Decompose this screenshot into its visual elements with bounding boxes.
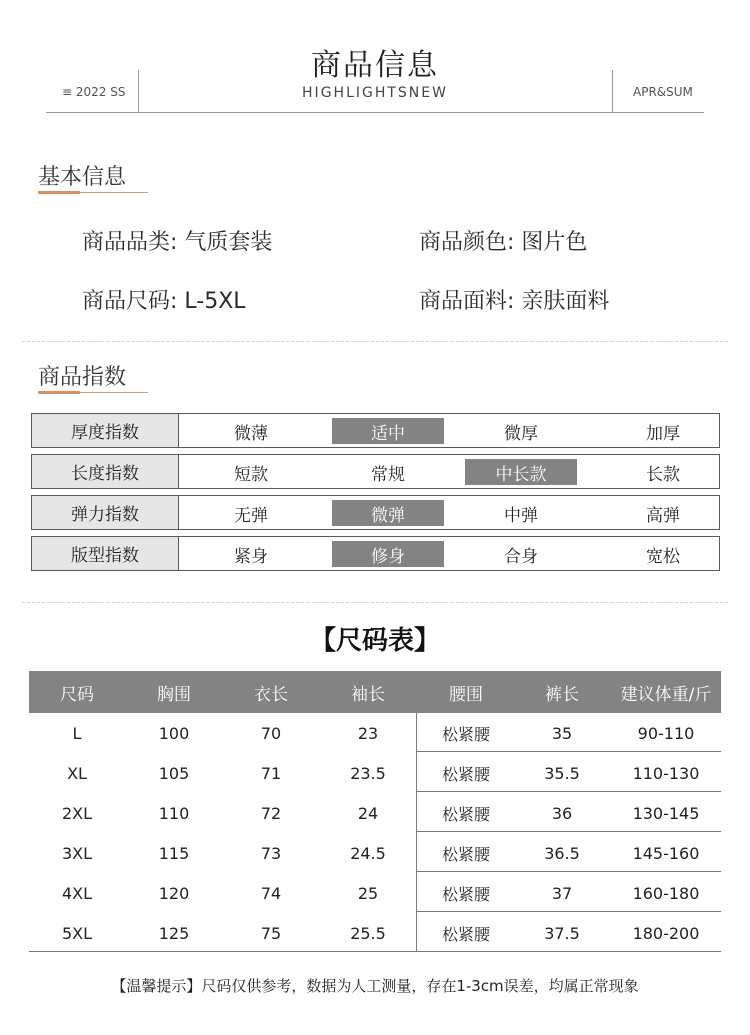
table-cell: 160-180 xyxy=(632,883,700,903)
table-cell: 松紧腰 xyxy=(441,844,490,864)
table-cell: XL xyxy=(67,763,87,783)
category-value: 气质套装 xyxy=(184,230,273,255)
index-row-label: 长度指数 xyxy=(32,455,179,488)
table-cell: 37.5 xyxy=(544,923,580,943)
page-title: 商品信息 xyxy=(311,48,439,83)
table-cell: 4XL xyxy=(61,883,93,903)
table-cell: 100 xyxy=(158,723,190,743)
index-row-label: 厚度指数 xyxy=(32,414,179,447)
index-row xyxy=(31,536,720,571)
table-cell: L xyxy=(72,723,82,743)
index-option: 中弹 xyxy=(504,505,538,526)
table-row xyxy=(29,873,721,913)
index-accent xyxy=(38,391,80,394)
index-option: 高弹 xyxy=(646,505,680,526)
table-cell: 松紧腰 xyxy=(441,764,490,784)
index-row xyxy=(31,454,720,489)
table-cell: 松紧腰 xyxy=(441,924,490,944)
table-row-line xyxy=(417,871,721,872)
table-cell: 2XL xyxy=(61,803,93,823)
table-header-cell: 袖长 xyxy=(351,684,385,705)
index-option: 常规 xyxy=(371,464,405,485)
fabric-label: 商品面料: xyxy=(419,289,515,314)
index-option-selected: 微弹 xyxy=(332,500,444,526)
table-cell: 74 xyxy=(260,883,282,903)
table-header-cell: 建议体重/斤 xyxy=(620,684,712,705)
table-header-cell: 胸围 xyxy=(157,684,191,705)
table-cell: 145-160 xyxy=(632,843,700,863)
table-cell: 125 xyxy=(158,923,190,943)
basic-info-size xyxy=(82,284,246,315)
table-cell: 36 xyxy=(551,803,573,823)
table-header-cell: 腰围 xyxy=(449,684,483,705)
index-option: 宽松 xyxy=(646,546,680,567)
basic-info-title: 基本信息 xyxy=(38,165,127,190)
table-column-divider xyxy=(416,713,417,951)
index-option-selected: 中长款 xyxy=(465,459,577,485)
size-table-header xyxy=(29,671,721,713)
color-value: 图片色 xyxy=(521,230,588,255)
table-cell: 24 xyxy=(357,803,379,823)
header-rule xyxy=(46,112,704,113)
table-cell: 松紧腰 xyxy=(441,884,490,904)
table-cell: 72 xyxy=(260,803,282,823)
basic-info-accent xyxy=(38,191,80,194)
table-cell: 70 xyxy=(260,723,282,743)
fabric-value: 亲肤面料 xyxy=(521,289,610,314)
table-cell: 23.5 xyxy=(350,763,386,783)
category-label: 商品品类: xyxy=(82,230,178,255)
table-cell: 松紧腰 xyxy=(441,804,490,824)
table-header-cell: 衣长 xyxy=(254,684,288,705)
table-cell: 115 xyxy=(158,843,190,863)
table-cell: 25.5 xyxy=(350,923,386,943)
table-cell: 37 xyxy=(551,883,573,903)
table-cell: 25 xyxy=(357,883,379,903)
index-option-selected: 修身 xyxy=(332,541,444,567)
table-row-line xyxy=(417,911,721,912)
table-row xyxy=(29,913,721,953)
index-option: 合身 xyxy=(504,546,538,567)
table-row-line xyxy=(29,951,721,952)
size-table-title: 【尺码表】 xyxy=(309,626,440,656)
table-row-line xyxy=(417,791,721,792)
page-subtitle: HIGHLIGHTSNEW xyxy=(302,85,448,101)
table-cell: 110-130 xyxy=(632,763,700,783)
table-cell: 松紧腰 xyxy=(441,724,490,744)
table-cell: 110 xyxy=(158,803,190,823)
table-cell: 180-200 xyxy=(632,923,700,943)
table-row xyxy=(29,833,721,873)
table-cell: 75 xyxy=(260,923,282,943)
index-option: 加厚 xyxy=(646,423,680,444)
season-tag: ≡ 2022 SS xyxy=(62,85,126,99)
table-row xyxy=(29,753,721,793)
index-option: 微厚 xyxy=(504,423,538,444)
table-row-line xyxy=(417,751,721,752)
table-row-line xyxy=(417,831,721,832)
index-option: 短款 xyxy=(234,464,268,485)
table-cell: 130-145 xyxy=(632,803,700,823)
table-row xyxy=(29,713,721,753)
table-cell: 35.5 xyxy=(544,763,580,783)
basic-info-fabric xyxy=(419,284,609,315)
color-label: 商品颜色: xyxy=(419,230,515,255)
table-header-cell: 裤长 xyxy=(545,684,579,705)
table-header-cell: 尺码 xyxy=(60,684,94,705)
index-option-selected: 适中 xyxy=(332,418,444,444)
index-title: 商品指数 xyxy=(38,365,127,390)
table-cell: 3XL xyxy=(61,843,93,863)
table-cell: 71 xyxy=(260,763,282,783)
table-row xyxy=(29,793,721,833)
section-divider xyxy=(22,602,728,603)
table-cell: 35 xyxy=(551,723,573,743)
index-option: 微薄 xyxy=(234,423,268,444)
size-label: 商品尺码: xyxy=(82,289,178,314)
index-row xyxy=(31,495,720,530)
table-cell: 105 xyxy=(158,763,190,783)
size-note: 【温馨提示】尺码仅供参考，数据为人工测量，存在1-3cm误差，均属正常现象 xyxy=(111,977,639,995)
table-cell: 36.5 xyxy=(544,843,580,863)
table-cell: 120 xyxy=(158,883,190,903)
header-divider-left xyxy=(138,70,139,112)
size-value: L-5XL xyxy=(184,289,246,314)
table-cell: 73 xyxy=(260,843,282,863)
index-row-label: 版型指数 xyxy=(32,537,179,570)
header-divider-right xyxy=(612,70,613,112)
section-divider xyxy=(22,341,728,342)
basic-info-category xyxy=(82,225,272,256)
table-cell: 24.5 xyxy=(350,843,386,863)
index-option: 无弹 xyxy=(234,505,268,526)
index-row-label: 弹力指数 xyxy=(32,496,179,529)
index-option: 长款 xyxy=(646,464,680,485)
index-option: 紧身 xyxy=(234,546,268,567)
basic-info-color xyxy=(419,225,587,256)
table-cell: 5XL xyxy=(61,923,93,943)
table-cell: 90-110 xyxy=(637,723,695,743)
collection-tag: APR&SUM xyxy=(633,85,693,99)
table-cell: 23 xyxy=(357,723,379,743)
index-row xyxy=(31,413,720,448)
